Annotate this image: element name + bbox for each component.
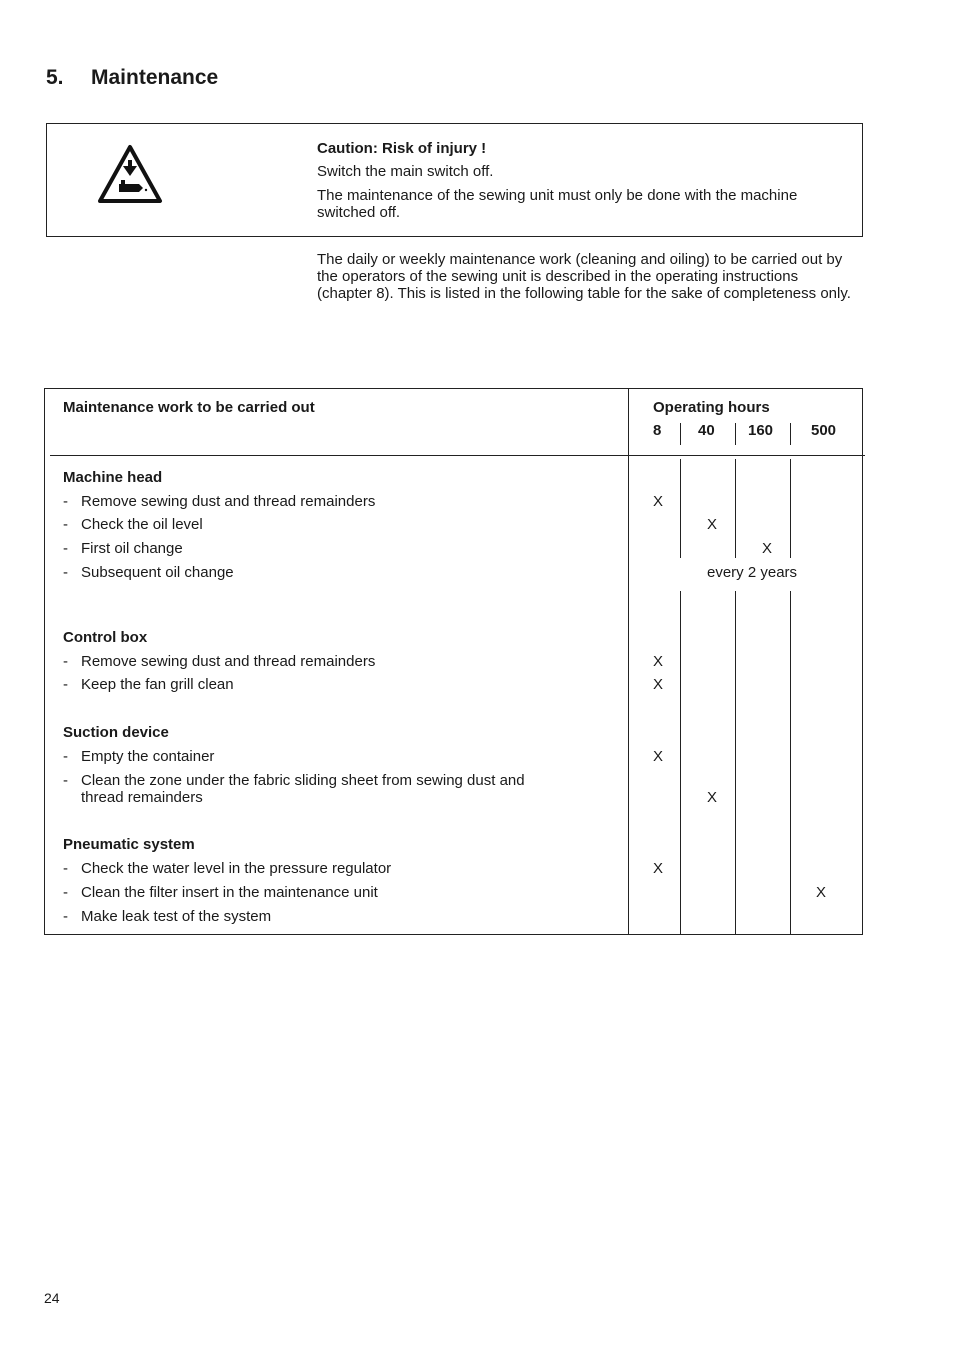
- mark: X: [653, 493, 664, 510]
- hours-40: 40: [698, 422, 715, 439]
- section-heading: [46, 66, 218, 90]
- section-title: Maintenance: [91, 66, 219, 89]
- col-header-work: Maintenance work to be carried out: [63, 399, 315, 416]
- mark: X: [653, 653, 664, 670]
- mark: X: [653, 860, 664, 877]
- mark: X: [707, 789, 718, 806]
- hour-sep: [735, 459, 736, 558]
- hour-sep: [680, 423, 681, 445]
- mark: X: [707, 516, 718, 533]
- section-number: 5.: [46, 66, 64, 89]
- hour-sep: [790, 459, 791, 558]
- mark: X: [816, 884, 827, 901]
- mark: X: [653, 676, 664, 693]
- group-title: Suction device: [63, 724, 169, 741]
- caution-text: [317, 140, 837, 228]
- hour-sep: [790, 591, 791, 934]
- hour-sep: [790, 423, 791, 445]
- group-title: Machine head: [63, 469, 163, 486]
- caution-line-2: The maintenance of the sewing unit must only be done with the machine switched off.: [317, 187, 798, 221]
- mark-every-2-years: every 2 years: [707, 564, 798, 581]
- col-header-hours: Operating hours: [653, 399, 770, 416]
- hours-500: 500: [811, 422, 837, 439]
- group-title: Pneumatic system: [63, 836, 195, 853]
- header-separator: [50, 455, 865, 456]
- hour-sep: [680, 591, 681, 934]
- mark: X: [653, 748, 664, 765]
- group-title: Control box: [63, 629, 148, 646]
- hand-warning-icon: [97, 144, 163, 204]
- caution-line-1: Switch the main switch off.: [317, 163, 494, 180]
- hour-sep: [735, 591, 736, 934]
- intro-paragraph: The daily or weekly maintenance work (cleaning and oiling) to be carried out by the operators of the sewing unit is described in the operating instructions (chapter 8). This is listed in the following table for the sake of completeness only.: [317, 251, 851, 302]
- page-number: 24: [44, 1290, 60, 1306]
- mark: X: [762, 540, 773, 557]
- hour-sep: [680, 459, 681, 558]
- table-divider: [628, 389, 629, 934]
- hours-8: 8: [653, 422, 662, 439]
- hour-sep: [735, 423, 736, 445]
- hours-160: 160: [748, 422, 774, 439]
- caution-title: Caution: Risk of injury !: [317, 140, 487, 157]
